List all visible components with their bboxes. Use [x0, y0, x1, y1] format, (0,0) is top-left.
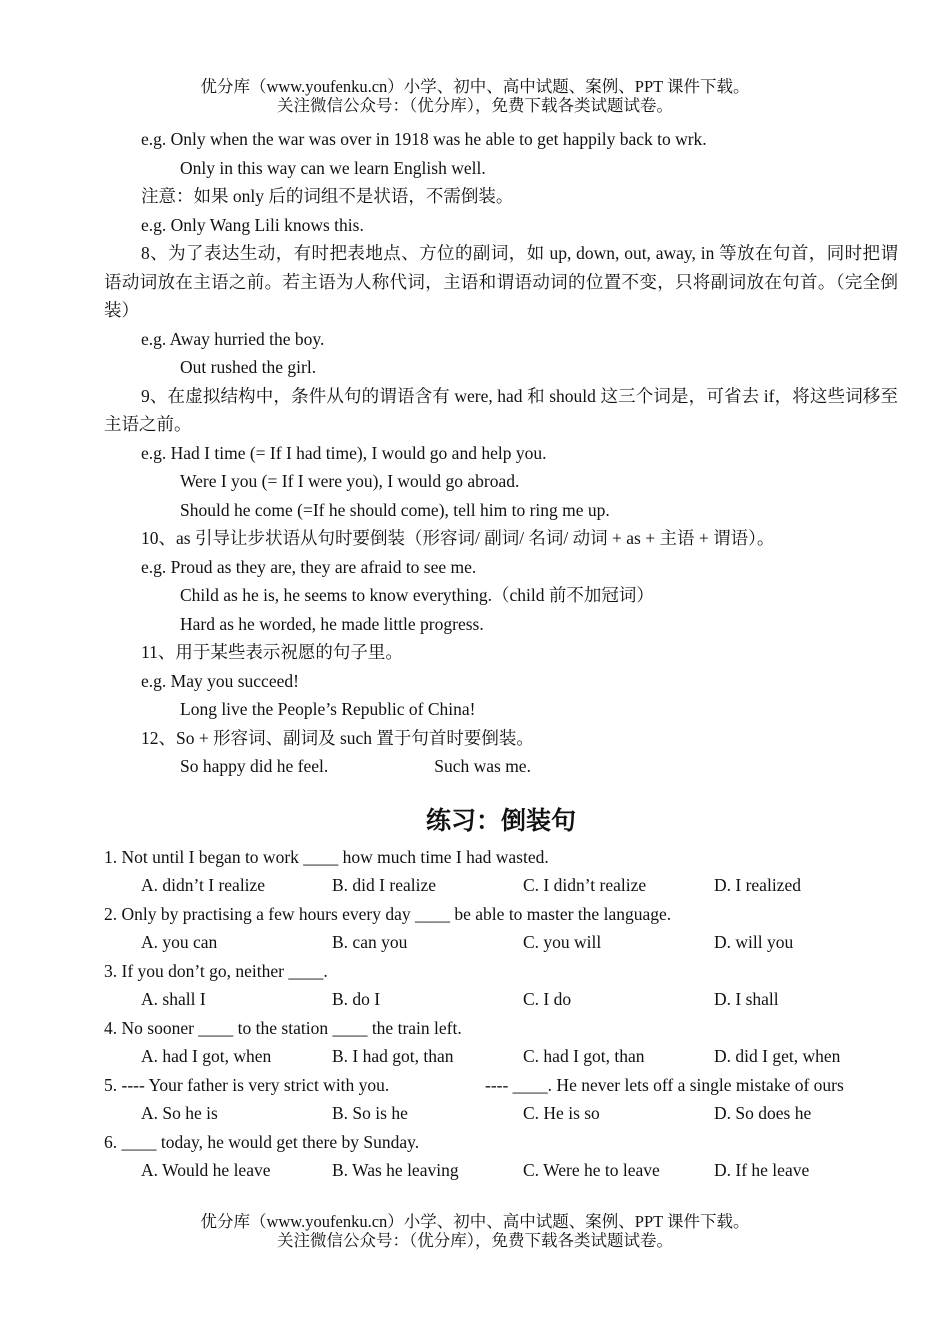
example-line: Out rushed the girl.: [180, 357, 317, 377]
option-c: C. He is so: [523, 1103, 600, 1123]
option-b: B. I had got, than: [332, 1046, 454, 1066]
header-line-1: 优分库（www.youfenku.cn）小学、初中、高中试题、案例、PPT 课件下载。: [200, 77, 750, 96]
option-c: C. you will: [523, 932, 602, 952]
example-text: So happy did he feel.: [180, 756, 329, 776]
question-stem: 2. Only by practising a few hours every day ____ be able to master the language.: [104, 903, 672, 924]
question-stem-a: 5. ---- Your father is very strict with you.: [104, 1074, 390, 1095]
example-line: Only in this way can we learn English well.: [180, 157, 486, 178]
rule-8: 8、为了表达生动，有时把表地点、方位的副词，如 up, down, out, away, in 等放在句首，同时把谓语动词放在主语之前。若主语为人称代词，主语和谓语动词的位置不变，只将副词放在句首。（完全倒装）: [104, 243, 898, 320]
rule-9: 9、在虚拟结构中，条件从句的谓语含有 were, had 和 should 这三个词是，可省去 if，将这些词移至主语之前。: [104, 385, 898, 434]
question-options: [104, 1099, 898, 1128]
option-c: C. had I got, than: [523, 1046, 645, 1066]
footer-line-2: 关注微信公众号：（优分库），免费下载各类试题试卷。: [277, 1231, 673, 1250]
option-a: A. shall I: [141, 989, 206, 1009]
example-line: e.g. Only when the war was over in 1918 was he able to get happily back to wrk.: [141, 129, 707, 149]
example-text: Such was me.: [434, 756, 531, 776]
example-line: e.g. Had I time (= If I had time), I would go and help you.: [141, 442, 547, 463]
question-stem: 3. If you don’t go, neither ____.: [104, 960, 328, 981]
question-options: [104, 1042, 898, 1071]
example-line: e.g. Away hurried the boy.: [141, 328, 325, 349]
option-d: D. I realized: [714, 875, 801, 895]
option-b: B. So is he: [332, 1103, 408, 1123]
question-stem: 4. No sooner ____ to the station ____ the train left.: [104, 1017, 462, 1038]
rule-12: 12、So + 形容词、副词及 such 置于句首时要倒装。: [141, 727, 534, 748]
example-line: e.g. May you succeed!: [141, 670, 299, 691]
rule-11: 11、用于某些表示祝愿的句子里。: [141, 642, 403, 662]
option-d: D. So does he: [714, 1103, 812, 1123]
example-line: e.g. Only Wang Lili knows this.: [141, 214, 364, 235]
option-c: C. I do: [523, 989, 572, 1009]
question-stem: 6. ____ today, he would get there by Sunday.: [104, 1131, 420, 1152]
header-line-2: 关注微信公众号：（优分库），免费下载各类试题试卷。: [277, 96, 673, 115]
question-stem: 1. Not until I began to work ____ how much time I had wasted.: [104, 846, 549, 867]
example-line: Long live the People’s Republic of China!: [180, 699, 476, 719]
option-d: D. will you: [714, 932, 794, 952]
option-c: C. I didn’t realize: [523, 875, 647, 895]
document-body: [104, 125, 898, 1185]
page-header: [0, 77, 950, 115]
option-b: B. can you: [332, 932, 408, 952]
footer-line-1: 优分库（www.youfenku.cn）小学、初中、高中试题、案例、PPT 课件下载。: [200, 1212, 750, 1231]
example-line: Should he come (=If he should come), tell him to ring me up.: [180, 499, 610, 520]
example-line: [104, 752, 898, 781]
option-c: C. Were he to leave: [523, 1160, 660, 1180]
example-line: Were I you (= If I were you), I would go abroad.: [180, 471, 520, 491]
example-line: Hard as he worded, he made little progress.: [180, 613, 484, 634]
option-a: A. you can: [141, 932, 218, 952]
option-a: A. So he is: [141, 1103, 218, 1123]
option-a: A. didn’t I realize: [141, 875, 266, 895]
example-line: Child as he is, he seems to know everything.（child 前不加冠词）: [180, 585, 654, 605]
option-d: D. If he leave: [714, 1160, 810, 1180]
question-options: [104, 871, 898, 900]
example-line: e.g. Proud as they are, they are afraid to see me.: [141, 556, 477, 577]
option-b: B. Was he leaving: [332, 1160, 459, 1180]
rule-10: 10、as 引导让步状语从句时要倒装（形容词/ 副词/ 名词/ 动词 + as + 主语 + 谓语）。: [141, 528, 775, 548]
page-footer: [0, 1212, 950, 1250]
option-d: D. I shall: [714, 989, 779, 1009]
option-a: A. had I got, when: [141, 1046, 272, 1066]
exercise-title: 练习：倒装句: [425, 805, 576, 835]
question-options: [104, 985, 898, 1014]
option-a: A. Would he leave: [141, 1160, 271, 1180]
note-line: 注意：如果 only 后的词组不是状语，不需倒装。: [141, 186, 514, 206]
option-d: D. did I get, when: [714, 1046, 841, 1066]
question-stem-b: ---- ____. He never lets off a single mistake of ours: [485, 1074, 844, 1095]
option-b: B. did I realize: [332, 875, 436, 895]
question-options: [104, 928, 898, 957]
option-b: B. do I: [332, 989, 381, 1009]
question-options: [104, 1156, 898, 1185]
question-stem: [104, 1071, 898, 1100]
